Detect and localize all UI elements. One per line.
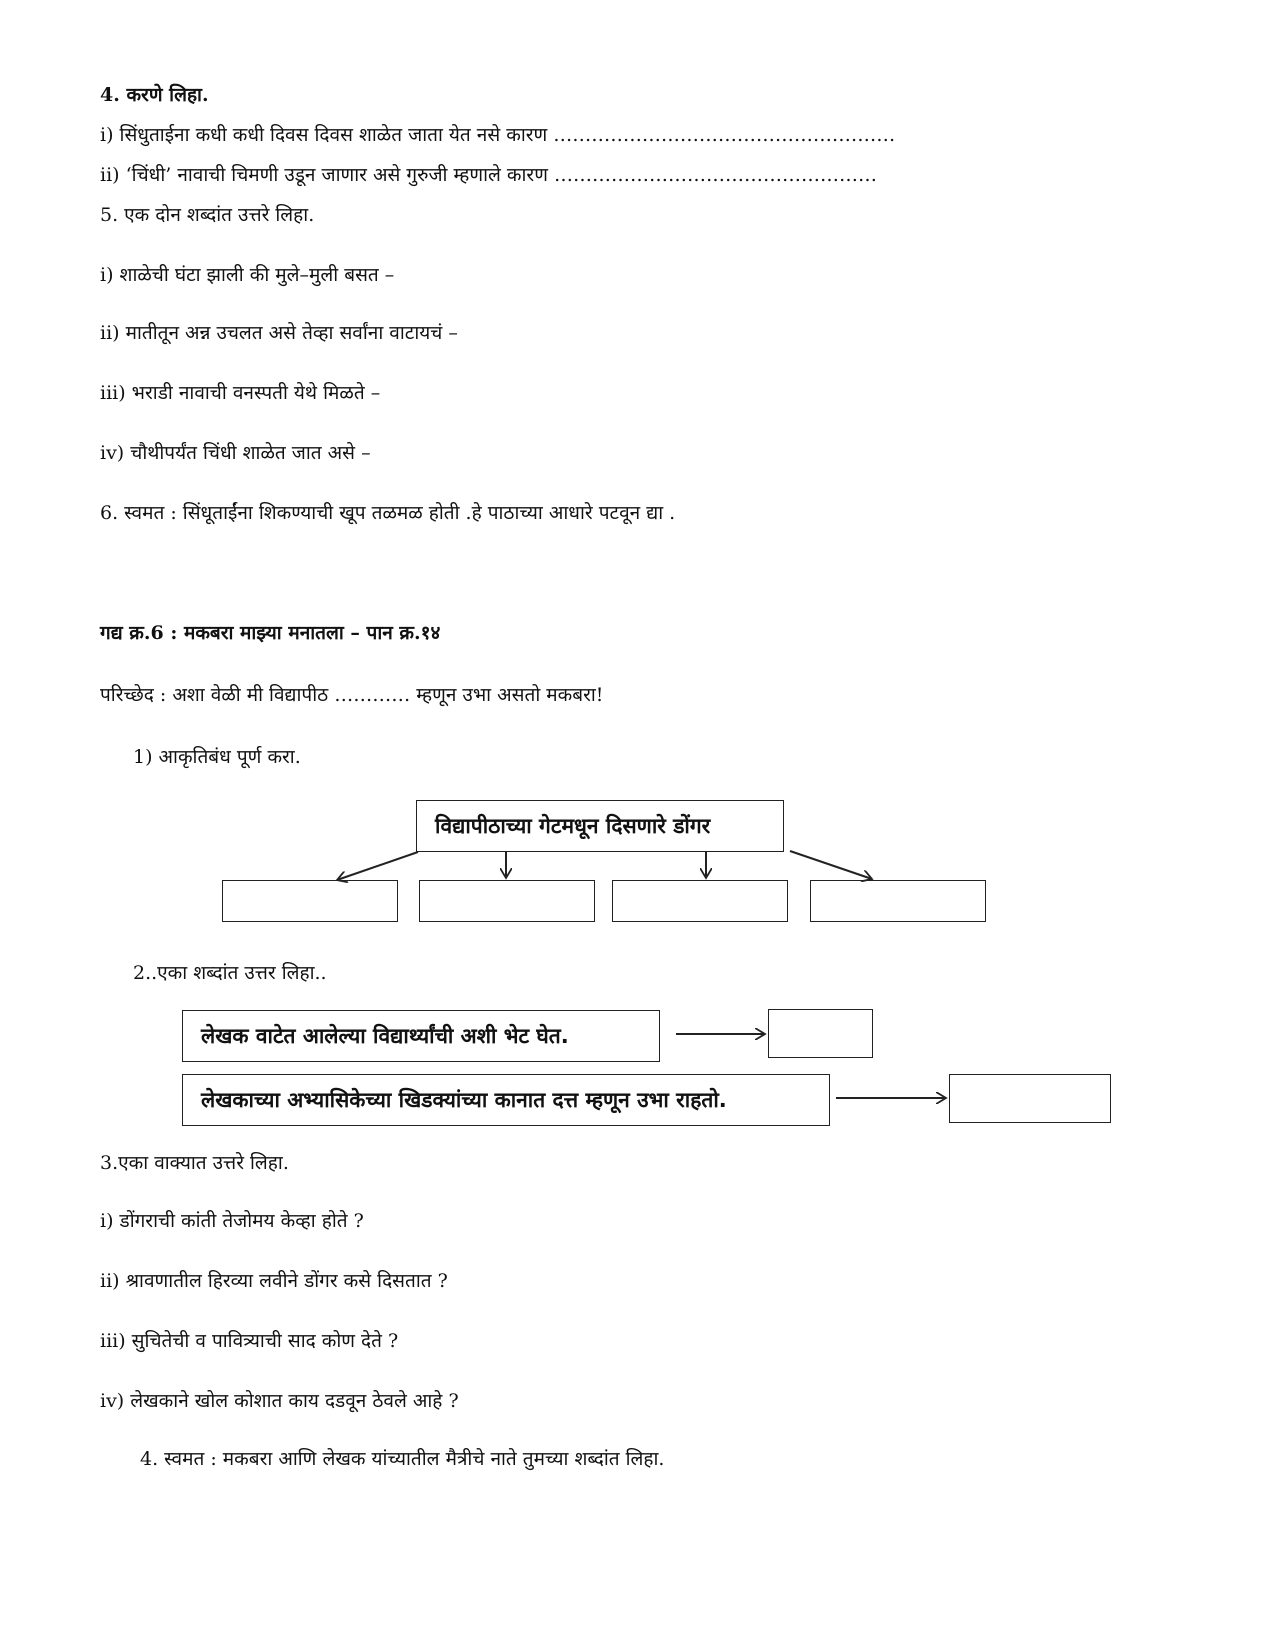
q4-item-1: i) सिंधुताईना कधी कधी दिवस दिवस शाळेत जाता येत नसे कारण ……………………………………………… [100, 124, 896, 146]
q4-heading: 4. करणे लिहा. [100, 84, 209, 106]
q4-swamat: 4. स्वमत : मकबरा आणि लेखक यांच्यातील मैत्रीचे नाते तुमच्या शब्दांत लिहा. [140, 1448, 665, 1470]
q2-statement-box-2: लेखकाच्या अभ्यासिकेच्या खिडक्यांच्या कानात दत्त म्हणून उभा राहतो. [182, 1074, 830, 1126]
diagram-arrow-1 [337, 852, 418, 880]
q2-heading: 2..एका शब्दांत उत्तर लिहा.. [133, 962, 327, 984]
q5-item-2: ii) मातीतून अन्न उचलत असे तेव्हा सर्वांना वाटायचं – [100, 322, 458, 344]
q2-answer-box-1[interactable] [768, 1009, 873, 1058]
diagram-center-box: विद्यापीठाच्या गेटमधून दिसणारे डोंगर [416, 800, 784, 852]
q3-item-4: iv) लेखकाने खोल कोशात काय दडवून ठेवले आहे ? [100, 1390, 459, 1412]
q3-heading: 3.एका वाक्यात उत्तरे लिहा. [100, 1152, 289, 1174]
q6-swamat: 6. स्वमत : सिंधूताईंना शिकण्याची खूप तळमळ होती .हे पाठाच्या आधारे पटवून द्या . [100, 502, 676, 524]
diagram-arrow-4 [790, 851, 872, 879]
q5-heading: 5. एक दोन शब्दांत उत्तरे लिहा. [100, 204, 315, 226]
q1-heading: 1) आकृतिबंध पूर्ण करा. [133, 746, 301, 768]
q5-item-1: i) शाळेची घंटा झाली की मुले–मुली बसत – [100, 264, 395, 286]
q5-item-4: iv) चौथीपर्यंत चिंधी शाळेत जात असे – [100, 442, 371, 464]
passage-reference: परिच्छेद : अशा वेळी मी विद्यापीठ ………… म्हणून उभा असतो मकबरा! [100, 684, 604, 706]
section2-title: गद्य क्र.6 : मकबरा माझ्या मनातला – पान क्र.१४ [100, 622, 441, 644]
q2-statement-box-1: लेखक वाटेत आलेल्या विद्यार्थ्यांची अशी भेट घेत. [182, 1010, 660, 1062]
q3-item-2: ii) श्रावणातील हिरव्या लवीने डोंगर कसे दिसतात ? [100, 1270, 448, 1292]
q4-item-2: ii) ‘चिंधी’ नावाची चिमणी उडून जाणार असे गुरुजी म्हणाले कारण …………………………………………… [100, 164, 877, 186]
q3-item-1: i) डोंगराची कांती तेजोमय केव्हा होते ? [100, 1210, 364, 1232]
q2-answer-box-2[interactable] [949, 1074, 1111, 1123]
q3-item-3: iii) सुचितेची व पावित्र्याची साद कोण देते ? [100, 1330, 399, 1352]
q5-item-3: iii) भराडी नावाची वनस्पती येथे मिळते – [100, 382, 381, 404]
